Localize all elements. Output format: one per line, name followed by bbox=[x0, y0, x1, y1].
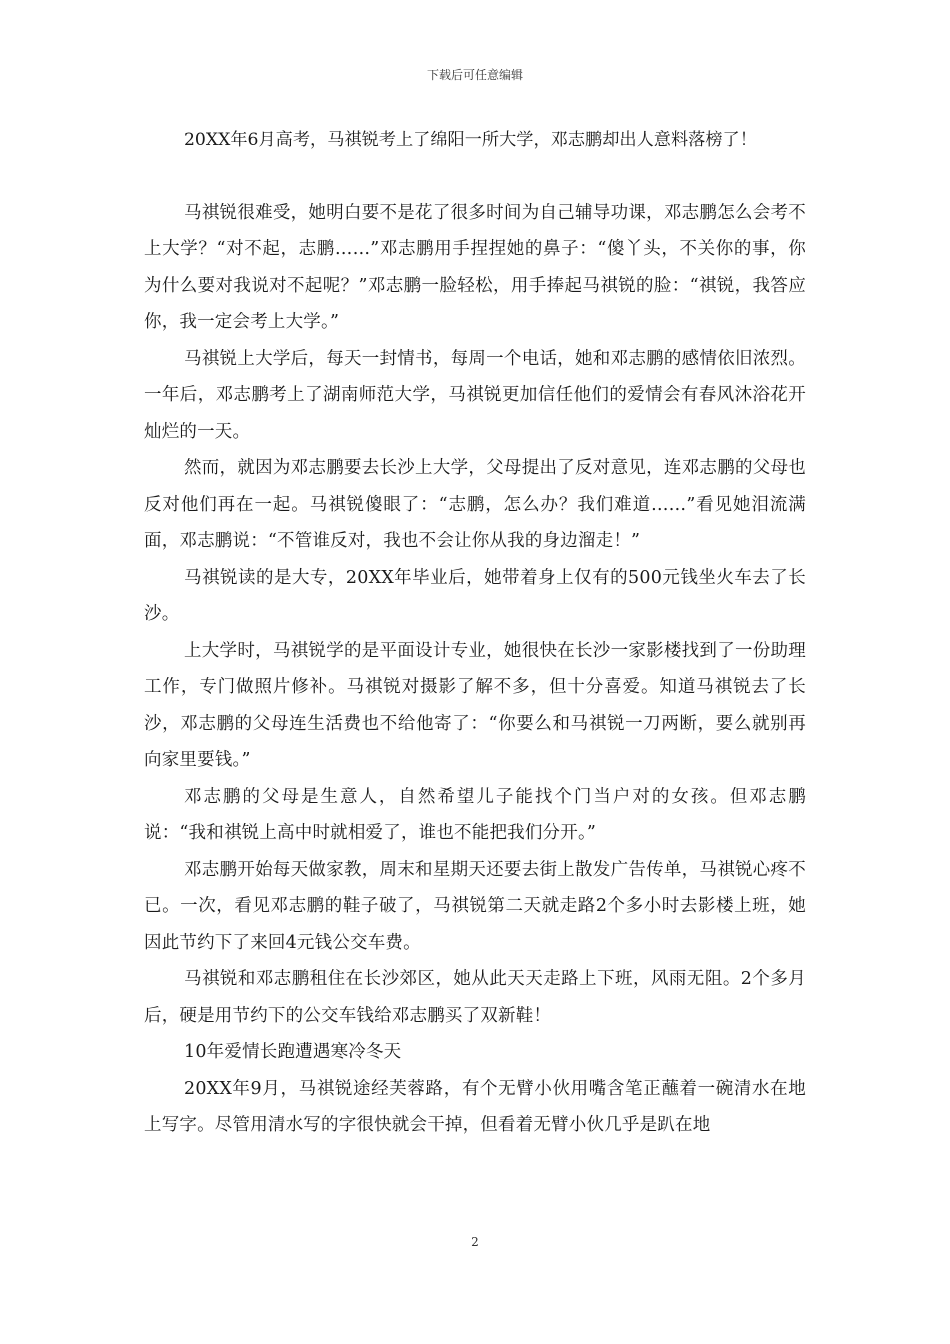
blank-line bbox=[144, 159, 806, 195]
paragraph: 上大学时，马祺锐学的是平面设计专业，她很快在长沙一家影楼找到了一份助理工作，专门做照片修补。马祺锐对摄影了解不多，但十分喜爱。知道马祺锐去了长沙，邓志鹏的父母连生活费也不给他寄了：“你要么和马祺锐一刀两断，要么就别再向家里要钱。” bbox=[144, 640, 806, 770]
paragraph: 马祺锐很难受，她明白要不是花了很多时间为自己辅导功课，邓志鹏怎么会考不上大学？“对不起，志鹏……”邓志鹏用手捏捏她的鼻子：“傻丫头，不关你的事，你为什么要对我说对不起呢？”邓志鹏一脸轻松，用手捧起马祺锐的脸：“祺锐，我答应你，我一定会考上大学。” bbox=[144, 202, 806, 332]
paragraph: 邓志鹏开始每天做家教，周末和星期天还要去街上散发广告传单，马祺锐心疼不已。一次，看见邓志鹏的鞋子破了，马祺锐第二天就走路2个多小时去影楼上班，她因此节约下了来回4元钱公交车费。 bbox=[144, 859, 806, 953]
paragraph: 马祺锐读的是大专，20XX年毕业后，她带着身上仅有的500元钱坐火车去了长沙。 bbox=[144, 567, 806, 624]
document-body bbox=[144, 122, 806, 1144]
paragraph: 20XX年9月，马祺锐途经芙蓉路，有个无臂小伙用嘴含笔正蘸着一碗清水在地上写字。尽管用清水写的字很快就会干掉，但看着无臂小伙几乎是趴在地 bbox=[144, 1078, 806, 1135]
paragraph: 马祺锐上大学后，每天一封情书，每周一个电话，她和邓志鹏的感情依旧浓烈。一年后，邓志鹏考上了湖南师范大学，马祺锐更加信任他们的爱情会有春风沐浴花开灿烂的一天。 bbox=[144, 348, 806, 442]
page-number: 2 bbox=[471, 1235, 479, 1249]
page-header: 下载后可任意编辑 bbox=[426, 68, 523, 82]
section-heading: 10年爱情长跑遭遇寒冷冬天 bbox=[184, 1042, 402, 1062]
paragraph: 20XX年6月高考，马祺锐考上了绵阳一所大学，邓志鹏却出人意料落榜了！ bbox=[184, 130, 757, 150]
paragraph: 邓志鹏的父母是生意人，自然希望儿子能找个门当户对的女孩。但邓志鹏说：“我和祺锐上高中时就相爱了，谁也不能把我们分开。” bbox=[144, 786, 806, 843]
paragraph: 然而，就因为邓志鹏要去长沙上大学，父母提出了反对意见，连邓志鹏的父母也反对他们再在一起。马祺锐傻眼了：“志鹏，怎么办？我们难道……”看见她泪流满面，邓志鹏说：“不管谁反对，我也不会让你从我的身边溜走！” bbox=[144, 458, 806, 551]
paragraph: 马祺锐和邓志鹏租住在长沙郊区，她从此天天走路上下班，风雨无阻。2个多月后，硬是用节约下的公交车钱给邓志鹏买了双新鞋！ bbox=[144, 969, 806, 1026]
